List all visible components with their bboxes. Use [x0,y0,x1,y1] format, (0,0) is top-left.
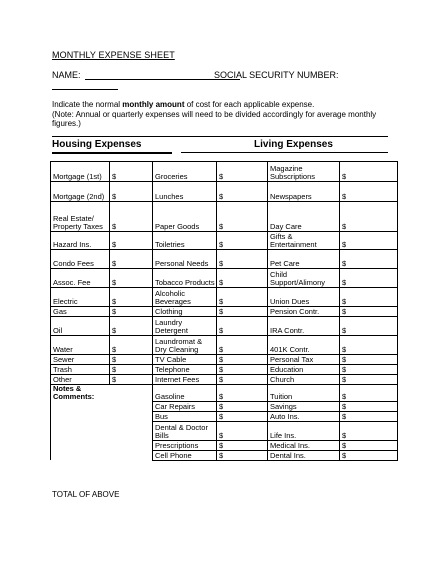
housing-expense-label: Oil [51,317,110,336]
table-row [51,450,398,460]
living-amount-cell[interactable]: $ [217,269,268,288]
housing-expense-label: Condo Fees [51,250,110,269]
living-expense-label-2: Newspapers [268,182,340,202]
living-amount-cell[interactable]: $ [217,365,268,375]
table-row [51,317,398,336]
living-expense-label: Bus [153,411,217,421]
housing-expense-label: Other [51,375,110,385]
living-amount-cell-2[interactable]: $ [340,440,398,450]
table-row [51,288,398,307]
living-amount-cell[interactable]: $ [217,182,268,202]
living-amount-cell-2[interactable]: $ [340,232,398,250]
living-amount-cell-2[interactable]: $ [340,411,398,421]
table-row [51,202,398,232]
living-amount-cell[interactable]: $ [217,232,268,250]
living-amount-cell[interactable]: $ [217,355,268,365]
living-amount-cell-2[interactable]: $ [340,355,398,365]
housing-expense-label [51,411,110,421]
living-expense-label: Telephone [153,365,217,375]
living-expense-label: Dental & Doctor Bills [153,421,217,440]
ssn-blank-line[interactable] [52,89,118,90]
living-expense-label-2: Gifts & Entertainment [268,232,340,250]
living-amount-cell[interactable]: $ [217,307,268,317]
instructions [52,100,392,109]
living-expense-label: Prescriptions [153,440,217,450]
living-expense-label-2: IRA Contr. [268,317,340,336]
living-amount-cell-2[interactable]: $ [340,317,398,336]
living-expense-label: Lunches [153,182,217,202]
table-row [51,232,398,250]
housing-expense-label: Mortgage (2nd) [51,182,110,202]
living-expense-label-2: Medical Ins. [268,440,340,450]
housing-expense-label: Water [51,336,110,355]
living-amount-cell-2[interactable]: $ [340,182,398,202]
instructions-note: (Note: Annual or quarterly expenses will need to be divided accordingly for average monthly figures.) [52,110,377,128]
table-row [51,269,398,288]
living-expense-label: Clothing [153,307,217,317]
living-expense-label: Car Repairs [153,401,217,411]
living-amount-cell[interactable]: $ [217,202,268,232]
table-row [51,411,398,421]
housing-expenses-heading: Housing Expenses [52,139,142,150]
living-amount-cell[interactable]: $ [217,162,268,182]
instructions-text: Indicate the normal [52,100,123,109]
total-label: TOTAL OF ABOVE [52,490,120,499]
living-expense-label: Paper Goods [153,202,217,232]
divider-top [52,136,388,137]
living-expense-label-2: Child Support/Alimony [268,269,340,288]
housing-expense-label: Mortgage (1st) [51,162,110,182]
name-field-row [52,70,240,80]
living-amount-cell-2[interactable]: $ [340,307,398,317]
living-expense-label: Alcoholic Beverages [153,288,217,307]
living-expense-label-2: Magazine Subscriptions [268,162,340,182]
table-row [51,162,398,182]
housing-amount-cell[interactable]: $ [110,288,153,307]
table-row [51,385,398,402]
housing-expense-label: Real Estate/ Property Taxes [51,202,110,232]
housing-expense-label: Notes & Comments: [51,385,110,402]
living-amount-cell[interactable]: $ [217,250,268,269]
table-row [51,440,398,450]
housing-heading-underline [52,152,172,154]
living-amount-cell-2[interactable]: $ [340,288,398,307]
living-amount-cell-2[interactable]: $ [340,450,398,460]
living-expense-label-2: Education [268,365,340,375]
living-amount-cell-2[interactable]: $ [340,202,398,232]
living-expense-label-2: Savings [268,401,340,411]
ssn-label: SOCIAL SECURITY NUMBER: [214,70,339,80]
living-amount-cell-2[interactable]: $ [340,336,398,355]
living-expense-label-2: Personal Tax [268,355,340,365]
table-row [51,421,398,440]
housing-amount-cell[interactable]: $ [110,355,153,365]
living-expense-label-2: Church [268,375,340,385]
living-amount-cell[interactable]: $ [217,336,268,355]
living-amount-cell[interactable]: $ [217,401,268,411]
table-row [51,401,398,411]
living-expense-label: Personal Needs [153,250,217,269]
housing-amount-cell[interactable]: $ [110,182,153,202]
housing-amount-cell[interactable]: $ [110,336,153,355]
housing-amount-cell[interactable] [110,450,153,460]
instructions-text-end: of cost for each applicable expense. [184,100,315,109]
table-row [51,307,398,317]
living-expense-label: Laundromat & Dry Cleaning [153,336,217,355]
housing-expense-label [51,401,110,411]
housing-amount-cell[interactable]: $ [110,307,153,317]
housing-amount-cell[interactable] [110,385,153,402]
living-amount-cell[interactable]: $ [217,411,268,421]
table-row [51,365,398,375]
housing-expense-label [51,440,110,450]
living-expense-label-2: Auto Ins. [268,411,340,421]
table-row [51,336,398,355]
living-amount-cell[interactable]: $ [217,288,268,307]
living-amount-cell-2[interactable]: $ [340,162,398,182]
housing-amount-cell[interactable]: $ [110,232,153,250]
housing-amount-cell[interactable] [110,421,153,440]
housing-amount-cell[interactable]: $ [110,269,153,288]
housing-amount-cell[interactable]: $ [110,162,153,182]
housing-amount-cell[interactable] [110,440,153,450]
housing-amount-cell[interactable]: $ [110,202,153,232]
living-expense-label: TV Cable [153,355,217,365]
living-expense-label-2: Pension Contr. [268,307,340,317]
living-amount-cell-2[interactable]: $ [340,269,398,288]
living-expense-label-2: Pet Care [268,250,340,269]
living-amount-cell[interactable]: $ [217,385,268,402]
housing-amount-cell[interactable]: $ [110,250,153,269]
living-heading-underline [181,152,388,153]
living-expense-label-2: Dental Ins. [268,450,340,460]
living-amount-cell[interactable]: $ [217,375,268,385]
living-amount-cell[interactable]: $ [217,440,268,450]
living-amount-cell-2[interactable]: $ [340,250,398,269]
table-row [51,182,398,202]
living-amount-cell-2[interactable]: $ [340,385,398,402]
housing-amount-cell[interactable]: $ [110,317,153,336]
table-row [51,250,398,269]
page-title: MONTHLY EXPENSE SHEET [52,50,175,60]
living-expense-label-2: Union Dues [268,288,340,307]
living-expense-label: Internet Fees [153,375,217,385]
housing-expense-label: Trash [51,365,110,375]
living-expense-label-2: Life Ins. [268,421,340,440]
housing-amount-cell[interactable]: $ [110,375,153,385]
housing-expense-label [51,421,110,440]
expense-table [50,161,398,461]
table-row [51,375,398,385]
living-amount-cell[interactable]: $ [217,317,268,336]
housing-expense-label: Sewer [51,355,110,365]
housing-expense-label [51,450,110,460]
name-label: NAME: [52,70,81,80]
living-expense-label-2: Day Care [268,202,340,232]
housing-amount-cell[interactable] [110,411,153,421]
living-expense-label-2: Tuition [268,385,340,402]
living-amount-cell-2[interactable]: $ [340,365,398,375]
living-amount-cell-2[interactable]: $ [340,375,398,385]
housing-expense-label: Hazard Ins. [51,232,110,250]
living-expense-label: Groceries [153,162,217,182]
housing-expense-label: Electric [51,288,110,307]
table-row [51,355,398,365]
living-expense-label: Tobacco Products [153,269,217,288]
housing-expense-label: Assoc. Fee [51,269,110,288]
living-expenses-heading: Living Expenses [254,139,333,150]
living-expense-label: Toiletries [153,232,217,250]
housing-amount-cell[interactable]: $ [110,365,153,375]
living-amount-cell[interactable]: $ [217,421,268,440]
instructions-emphasis: monthly amount [122,100,185,109]
living-amount-cell-2[interactable]: $ [340,401,398,411]
living-amount-cell[interactable]: $ [217,450,268,460]
living-expense-label: Cell Phone [153,450,217,460]
housing-amount-cell[interactable] [110,401,153,411]
living-amount-cell-2[interactable]: $ [340,421,398,440]
living-expense-label-2: 401K Contr. [268,336,340,355]
living-expense-label: Gasoline [153,385,217,402]
living-expense-label: Laundry Detergent [153,317,217,336]
housing-expense-label: Gas [51,307,110,317]
